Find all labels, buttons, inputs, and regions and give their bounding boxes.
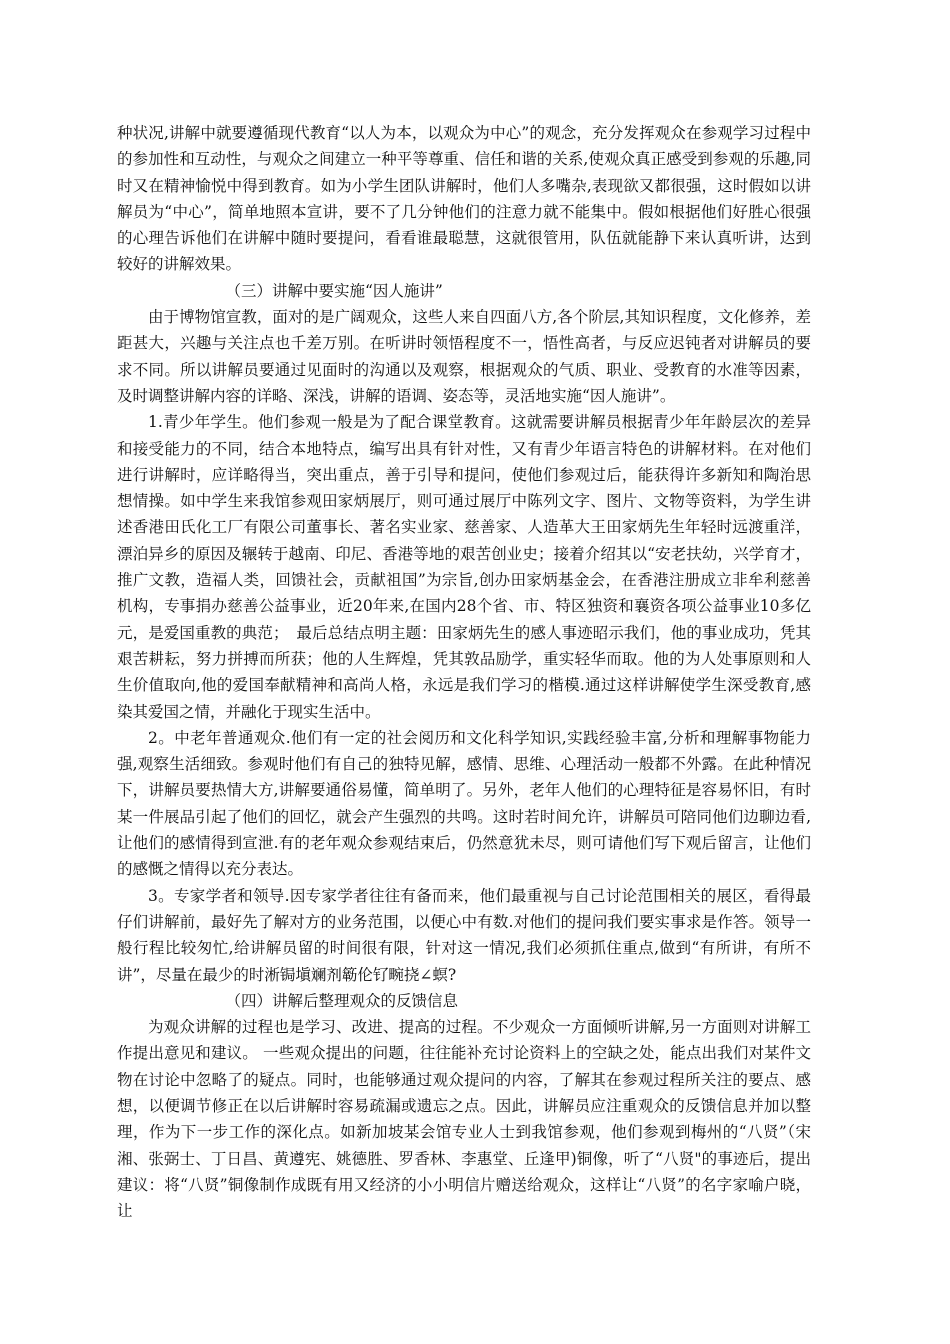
paragraph-feedback: 为观众讲解的过程也是学习、改进、提高的过程。不少观众一方面倾听讲解,另一方面则对讲解工作提出意见和建议。 一些观众提出的问题，往往能补充讨论资料上的空缺之处，能点出我们对某件文物在讨论中忽略了的疑点。同时，也能够通过观众提问的内容，了解其在参观过程所关注的要点、感想，以便调节修正在以后讲解时容易疏漏或遗忘之点。因此，讲解员应注重观众的反馈信息并加以整理，作为下一步工作的深化点。如新加坡某会馆专业人士到我馆参观，他们参观到梅州的“八贤”（宋湘、张弼士、丁日昌、黄遵宪、姚德胜、罗香林、李惠堂、丘逢甲)铜像，听了“八贤"的事迹后，提出建议：将“八贤”铜像制作成既有用又经济的小小明信片赠送给观众，这样让“八贤”的名字家喻户晓，让 <box>117 1018 811 1221</box>
paragraph-intro: 种状况,讲解中就要遵循现代教育“以人为本，以观众为中心”的观念，充分发挥观众在参观学习过程中的参加性和互动性，与观众之间建立一种平等尊重、信任和谐的关系,使观众真正感受到参观的乐趣,同时又在精神愉悦中得到教育。如为小学生团队讲解时，他们人多嘴杂,表现欲又都很强，这时假如以讲解员为“中心”，简单地照本宣讲，要不了几分钟他们的注意力就不能集中。假如根据他们好胜心很强的心理告诉他们在讲解中随时要提问，看看谁最聪慧，这就很管用，队伍就能静下来认真听讲，达到较好的讲解效果。 <box>117 124 811 274</box>
section-heading-three: （三）讲解中要实施“因人施讲” <box>225 281 443 300</box>
document-body <box>117 120 811 1224</box>
section-heading-four: （四）讲解后整理观众的反馈信息 <box>225 991 459 1010</box>
paragraph-students: 1.青少年学生。他们参观一般是为了配合课堂教育。这就需要讲解员根据青少年年龄层次的差异和接受能力的不同，结合本地特点，编写出具有针对性，又有青少年语言特色的讲解材料。在对他们进行讲解时，应详略得当，突出重点，善于引导和提问，使他们参观过后，能获得许多新知和陶治思想情操。如中学生来我馆参观田家炳展厅，则可通过展厅中陈列文字、图片、文物等资料，为学生讲述香港田氏化工厂有限公司董事长、著名实业家、慈善家、人造革大王田家炳先生年轻时远渡重洋，漂泊异乡的原因及辗转于越南、印尼、香港等地的艰苦创业史；接着介绍其以“安老扶幼，兴学育才，推广文教，造福人类，回馈社会，贡献祖国”为宗旨,创办田家炳基金会，在香港注册成立非牟利慈善机构，专事捐办慈善公益事业，近20年来,在国内28个省、市、特区独资和襄资各项公益事业10多亿元，是爱国重教的典范； 最后总结点明主题：田家炳先生的感人事迹昭示我们，他的事业成功，凭其艰苦耕耘，努力拼搏而所获；他的人生辉煌，凭其敦品励学，重实轻华而取。他的为人处事原则和人生价值取向,他的爱国奉献精神和高尚人格，永远是我们学习的楷模.通过这样讲解使学生深受教育,感染其爱国之情，并融化于现实生活中。 <box>117 413 811 721</box>
paragraph-audience: 由于博物馆宣教，面对的是广阔观众，这些人来自四面八方,各个阶层,其知识程度，文化修养，差距甚大，兴趣与关注点也千差万别。在听讲时领悟程度不一，悟性高者，与反应迟钝者对讲解员的要求不同。所以讲解员要通过见面时的沟通以及观察，根据观众的气质、职业、受教育的水准等因素，及时调整讲解内容的详略、深浅，讲解的语调、姿态等，灵活地实施“因人施讲”。 <box>117 308 811 405</box>
paragraph-experts: 3。专家学者和领导.因专家学者往往有备而来，他们最重视与自己讨论范围相关的展区，看得最仔们讲解前，最好先了解对方的业务范围，以便心中有数.对他们的提问我们要实事求是作答。领导一般行程比较匆忙,给讲解员留的时间很有限，针对这一情况,我们必须抓住重点,做到“有所讲，有所不讲”，尽量在最少的时淅锔塡斓剂簕伦钌畹挠∠螟? <box>117 886 811 984</box>
paragraph-elderly: 2。中老年普通观众.他们有一定的社会阅历和文化科学知识,实践经验丰富,分析和理解事物能力强,观察生活细致。参观时他们有自己的独特见解，感情、思维、心理活动一般都不外露。在此种情况下，讲解员要热情大方,讲解要通俗易懂，简单明了。另外，老年人他们的心理特征是容易怀旧，有时某一件展品引起了他们的回忆，就会产生强烈的共鸣。这时若时间允许，讲解员可陪同他们边聊边看,让他们的感情得到宣泄.有的老年观众参观结束后，仍然意犹未尽，则可请他们写下观后留言，让他们的感慨之情得以充分表达。 <box>117 728 811 879</box>
